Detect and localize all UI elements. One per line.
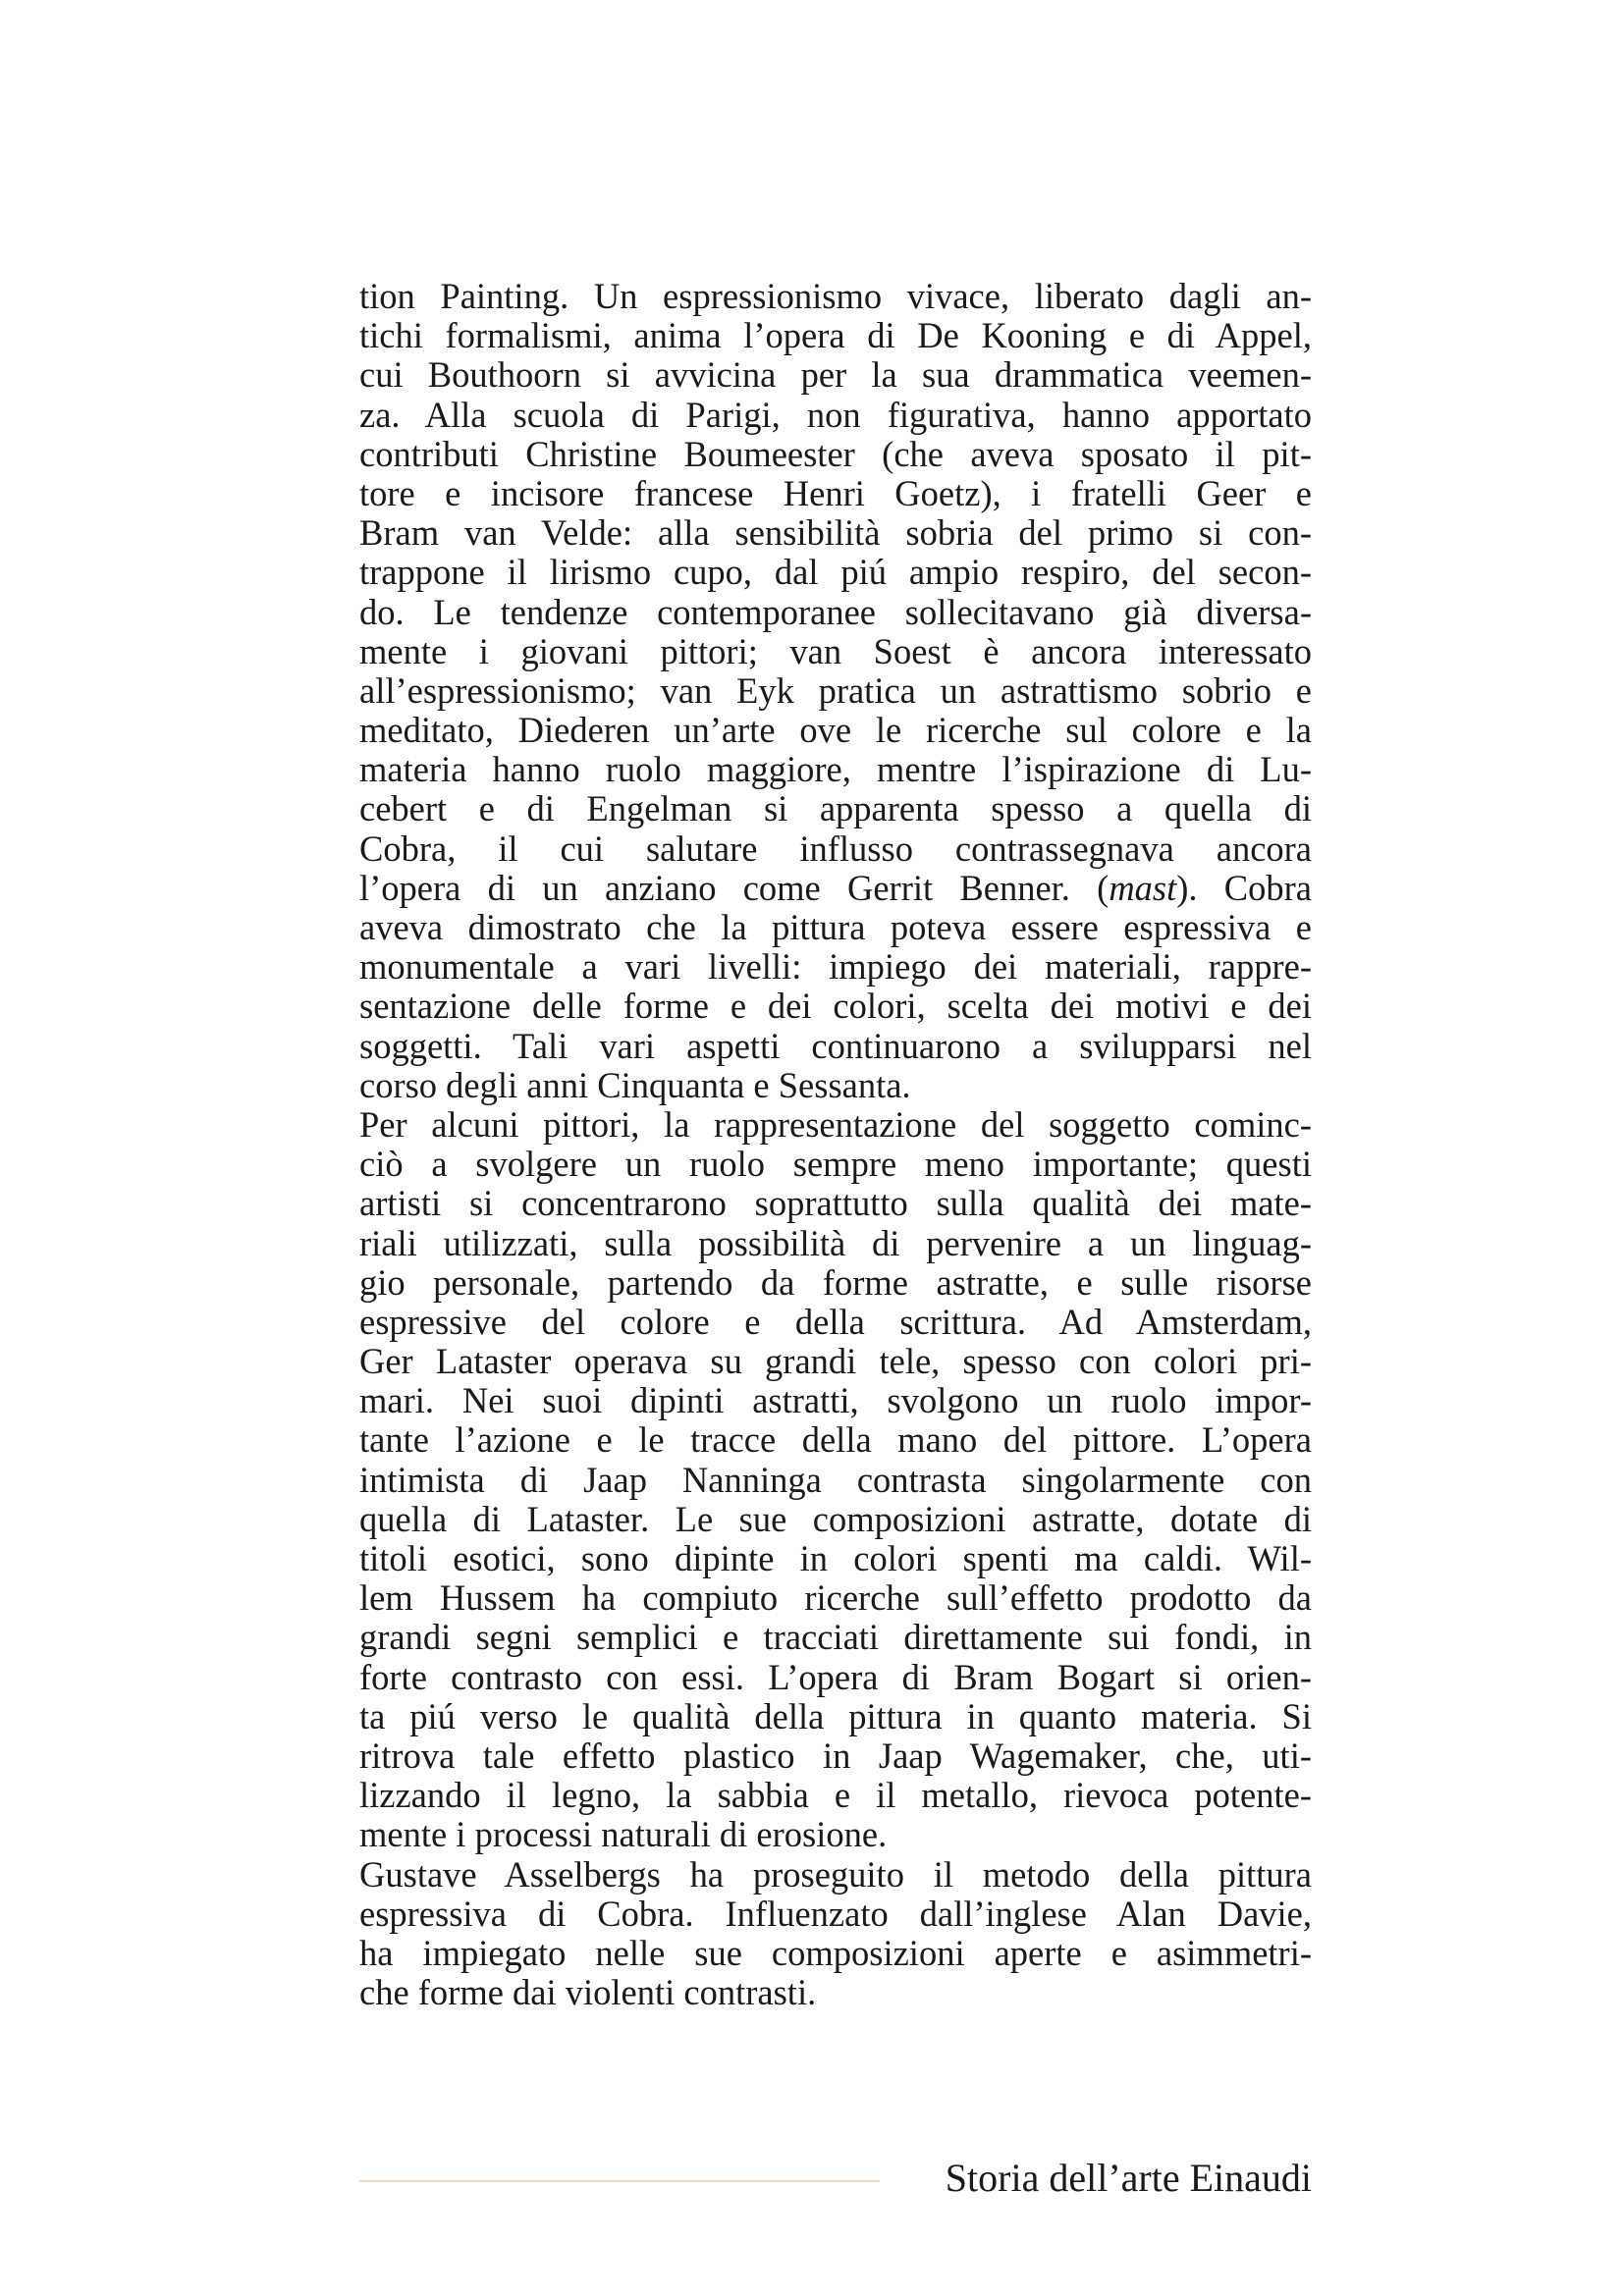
text-line: mari. Nei suoi dipinti astratti, svolgono un ruolo impor-: [359, 1380, 1312, 1421]
text-line: all’espressionismo; van Eyk pratica un astrattismo sobrio e: [359, 669, 1312, 711]
text-line: ritrova tale effetto plastico in Jaap Wagemaker, che, uti-: [359, 1735, 1312, 1776]
text-line: soggetti. Tali vari aspetti continuarono a svilupparsi nel: [359, 1025, 1312, 1066]
text-line: sentazione delle forme e dei colori, scelta dei motivi e dei: [359, 986, 1312, 1027]
text-line: Cobra, il cui salutare influsso contrassegnava ancora: [359, 828, 1312, 869]
paragraph: [359, 1105, 1312, 1855]
text-line: cui Bouthoorn si avvicina per la sua drammatica veemen-: [359, 354, 1312, 396]
text-line: za. Alla scuola di Parigi, non figurativa, hanno apportato: [359, 394, 1312, 435]
text-line: tore e incisore francese Henri Goetz), i fratelli Geer e: [359, 472, 1312, 513]
text-line: espressive del colore e della scrittura. Ad Amsterdam,: [359, 1301, 1312, 1342]
text-line: riali utilizzati, sulla possibilità di pervenire a un linguag-: [359, 1222, 1312, 1263]
text-line: Ger Lataster operava su grandi tele, spesso con colori pri-: [359, 1341, 1312, 1382]
text-line: Bram van Velde: alla sensibilità sobria del primo si con-: [359, 512, 1312, 554]
text-line: tante l’azione e le tracce della mano del pittore. L’opera: [359, 1419, 1312, 1461]
paragraph: [359, 277, 1312, 1105]
text-line: Per alcuni pittori, la rappresentazione del soggetto cominc-: [359, 1103, 1312, 1145]
text-line: che forme dai violenti contrasti.: [359, 1972, 817, 2013]
text-line: espressiva di Cobra. Influenzato dall’inglese Alan Davie,: [359, 1893, 1312, 1934]
text-line: lem Hussem ha compiuto ricerche sull’effetto prodotto da: [359, 1577, 1312, 1619]
text-line: cebert e di Engelman si apparenta spesso a quella di: [359, 788, 1312, 829]
text-line: titoli esotici, sono dipinte in colori spenti ma caldi. Wil-: [359, 1538, 1312, 1578]
text-line: gio personale, partendo da forme astratte, e sulle risorse: [359, 1261, 1312, 1303]
text-line: ciò a svolgere un ruolo sempre meno importante; questi: [359, 1144, 1312, 1185]
text-line: monumentale a vari livelli: impiego dei materiali, rappre-: [359, 946, 1312, 988]
text-line: ta piú verso le qualità della pittura in quanto materia. Si: [359, 1695, 1312, 1736]
text-line: tion Painting. Un espressionismo vivace, liberato dagli an-: [359, 276, 1312, 316]
text-line: tichi formalismi, anima l’opera di De Kooning e di Appel,: [359, 315, 1312, 356]
text-line: aveva dimostrato che la pittura poteva essere espressiva e: [359, 907, 1312, 947]
text-line: mente i giovani pittori; van Soest è ancora interessato: [359, 630, 1312, 671]
text-line: grandi segni semplici e tracciati direttamente sui fondi, in: [359, 1617, 1312, 1658]
paragraph: [359, 1855, 1312, 2013]
text-line: ha impiegato nelle sue composizioni aperte e asimmetri-: [359, 1932, 1312, 1973]
text-line: lizzando il legno, la sabbia e il metallo, rievoca potente-: [359, 1775, 1312, 1816]
text-line: materia hanno ruolo maggiore, mentre l’ispirazione di Lu-: [359, 749, 1312, 790]
text-line: Gustave Asselbergs ha proseguito il metodo della pittura: [359, 1853, 1312, 1895]
text-line: artisti si concentrarono soprattutto sulla qualità dei mate-: [359, 1183, 1312, 1224]
body-text: [359, 277, 1312, 2012]
footer-rule: [359, 2180, 880, 2182]
text-line: l’opera di un anziano come Gerrit Benner. (mast). Cobra: [359, 867, 1313, 908]
text-line: intimista di Jaap Nanninga contrasta singolarmente con: [359, 1459, 1312, 1500]
text-line: corso degli anni Cinquanta e Sessanta.: [359, 1064, 911, 1105]
text-line: do. Le tendenze contemporanee sollecitavano già diversa-: [359, 591, 1312, 632]
text-line: meditato, Diederen un’arte ove le ricerche sul colore e la: [359, 710, 1312, 751]
text-line: contributi Christine Boumeester (che aveva sposato il pit-: [359, 433, 1312, 474]
text-line: forte contrasto con essi. L’opera di Bram Bogart si orien-: [359, 1656, 1312, 1697]
text-line: trappone il lirismo cupo, dal piú ampio respiro, del secon-: [359, 552, 1312, 593]
footer-title: Storia dell’arte Einaudi: [945, 2156, 1312, 2200]
author-initials: mast: [1109, 867, 1177, 908]
text-line: quella di Lataster. Le sue composizioni astratte, dotate di: [359, 1498, 1312, 1539]
text-line: mente i processi naturali di erosione.: [359, 1814, 888, 1855]
